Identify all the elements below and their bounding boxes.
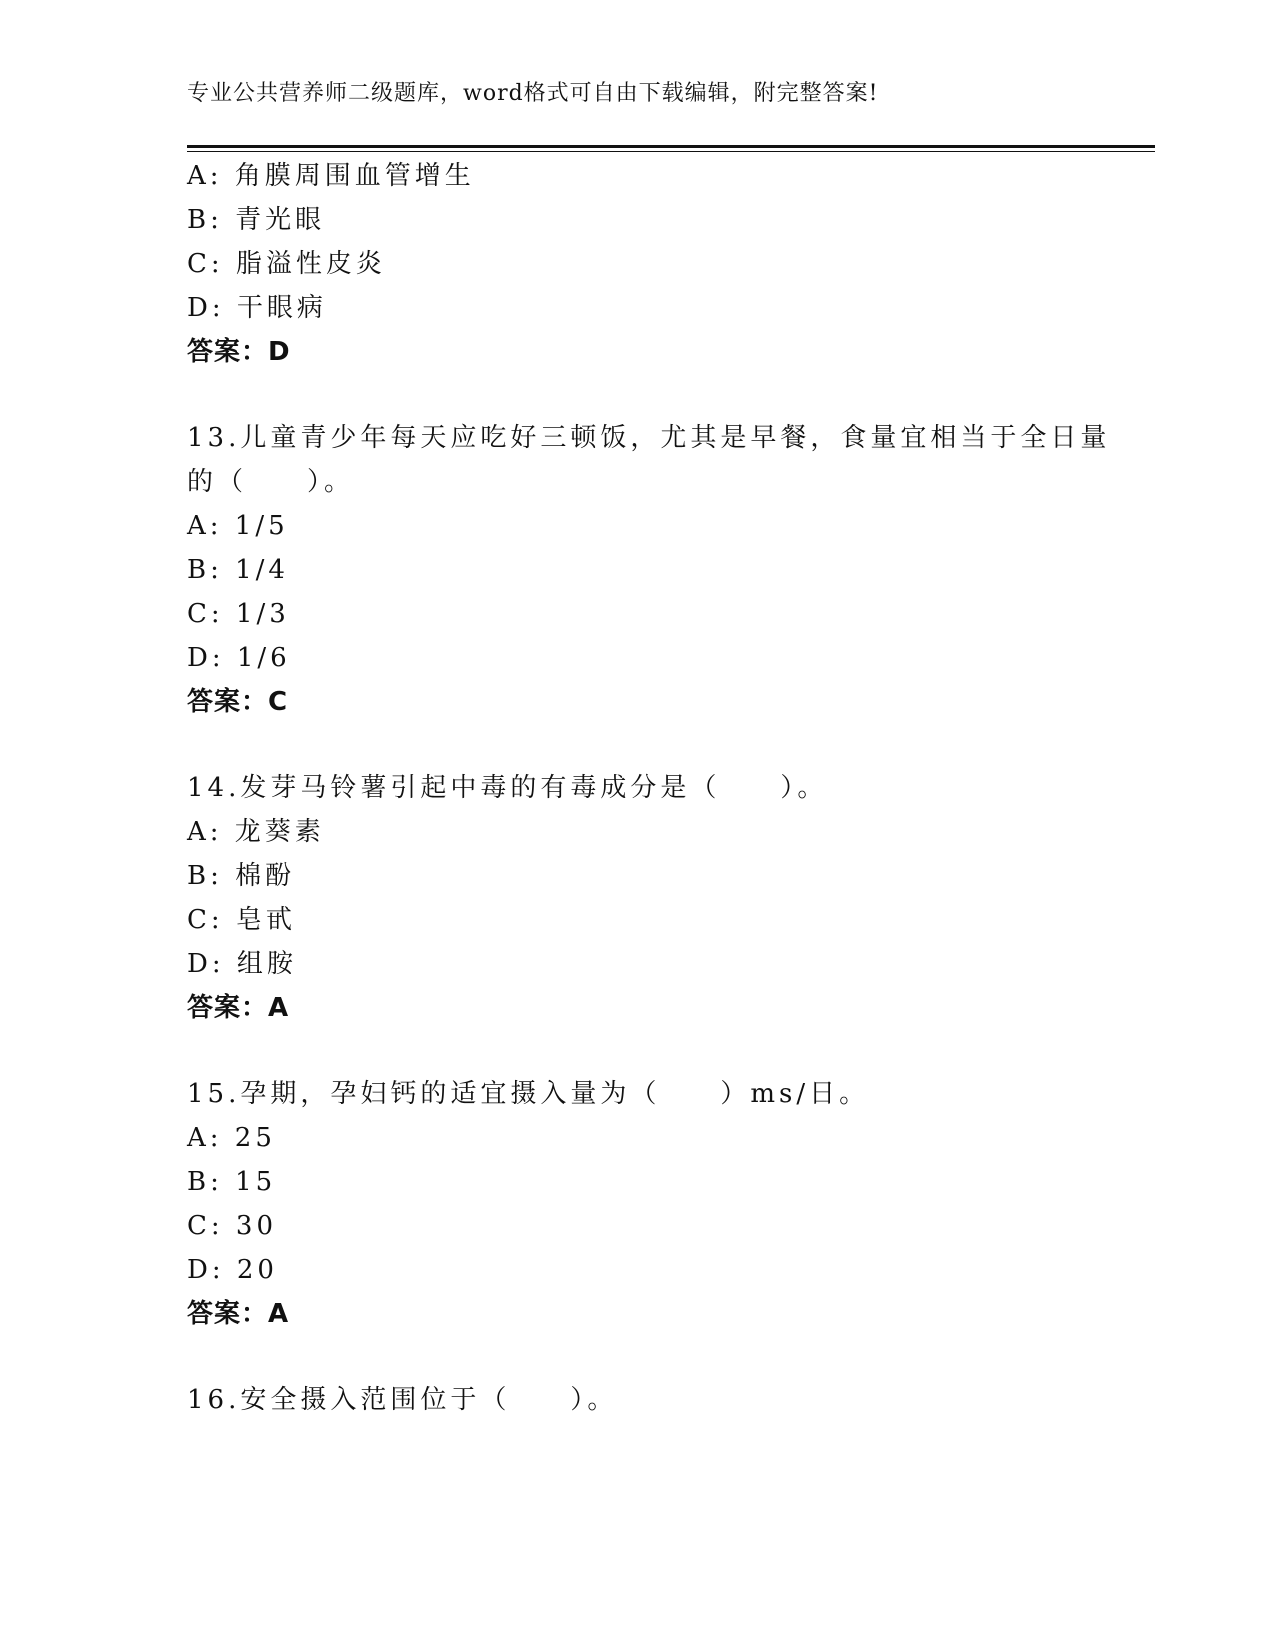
q14-option-c: C: 皂甙 bbox=[187, 905, 296, 935]
q13-option-a: A: 1/5 bbox=[187, 511, 289, 541]
q14-answer: 答案：A bbox=[187, 993, 290, 1023]
header-divider bbox=[187, 145, 1155, 148]
page-header: 专业公共营养师二级题库，word格式可自由下载编辑，附完整答案! bbox=[187, 81, 879, 106]
q14-stem: 14.发芽马铃薯引起中毒的有毒成分是（ ）。 bbox=[187, 773, 828, 803]
q12-answer: 答案：D bbox=[187, 337, 291, 367]
q15-answer: 答案：A bbox=[187, 1299, 290, 1329]
q13-option-d: D: 1/6 bbox=[187, 643, 291, 673]
q14-option-a: A: 龙葵素 bbox=[187, 817, 325, 847]
q15-option-b: B: 15 bbox=[187, 1167, 277, 1197]
q12-option-a: A: 角膜周围血管增生 bbox=[187, 161, 475, 191]
q13-answer: 答案：C bbox=[187, 687, 289, 717]
q15-option-a: A: 25 bbox=[187, 1123, 276, 1153]
q13-option-b: B: 1/4 bbox=[187, 555, 289, 585]
q13-stem-line1: 13.儿童青少年每天应吃好三顿饭，尤其是早餐，食量宜相当于全日量 bbox=[187, 423, 1111, 453]
q13-stem-line2: 的（ ）。 bbox=[187, 467, 355, 497]
q15-option-c: C: 30 bbox=[187, 1211, 278, 1241]
q16-stem: 16.安全摄入范围位于（ ）。 bbox=[187, 1385, 618, 1415]
q15-option-d: D: 20 bbox=[187, 1255, 278, 1285]
q14-option-b: B: 棉酚 bbox=[187, 861, 296, 891]
q12-option-c: C: 脂溢性皮炎 bbox=[187, 249, 386, 279]
q12-option-b: B: 青光眼 bbox=[187, 205, 326, 235]
q12-option-d: D: 干眼病 bbox=[187, 293, 327, 323]
q13-option-c: C: 1/3 bbox=[187, 599, 290, 629]
header-divider-thin bbox=[187, 151, 1155, 152]
q14-option-d: D: 组胺 bbox=[187, 949, 297, 979]
q15-stem: 15.孕期，孕妇钙的适宜摄入量为（ ）ms/日。 bbox=[187, 1079, 870, 1109]
